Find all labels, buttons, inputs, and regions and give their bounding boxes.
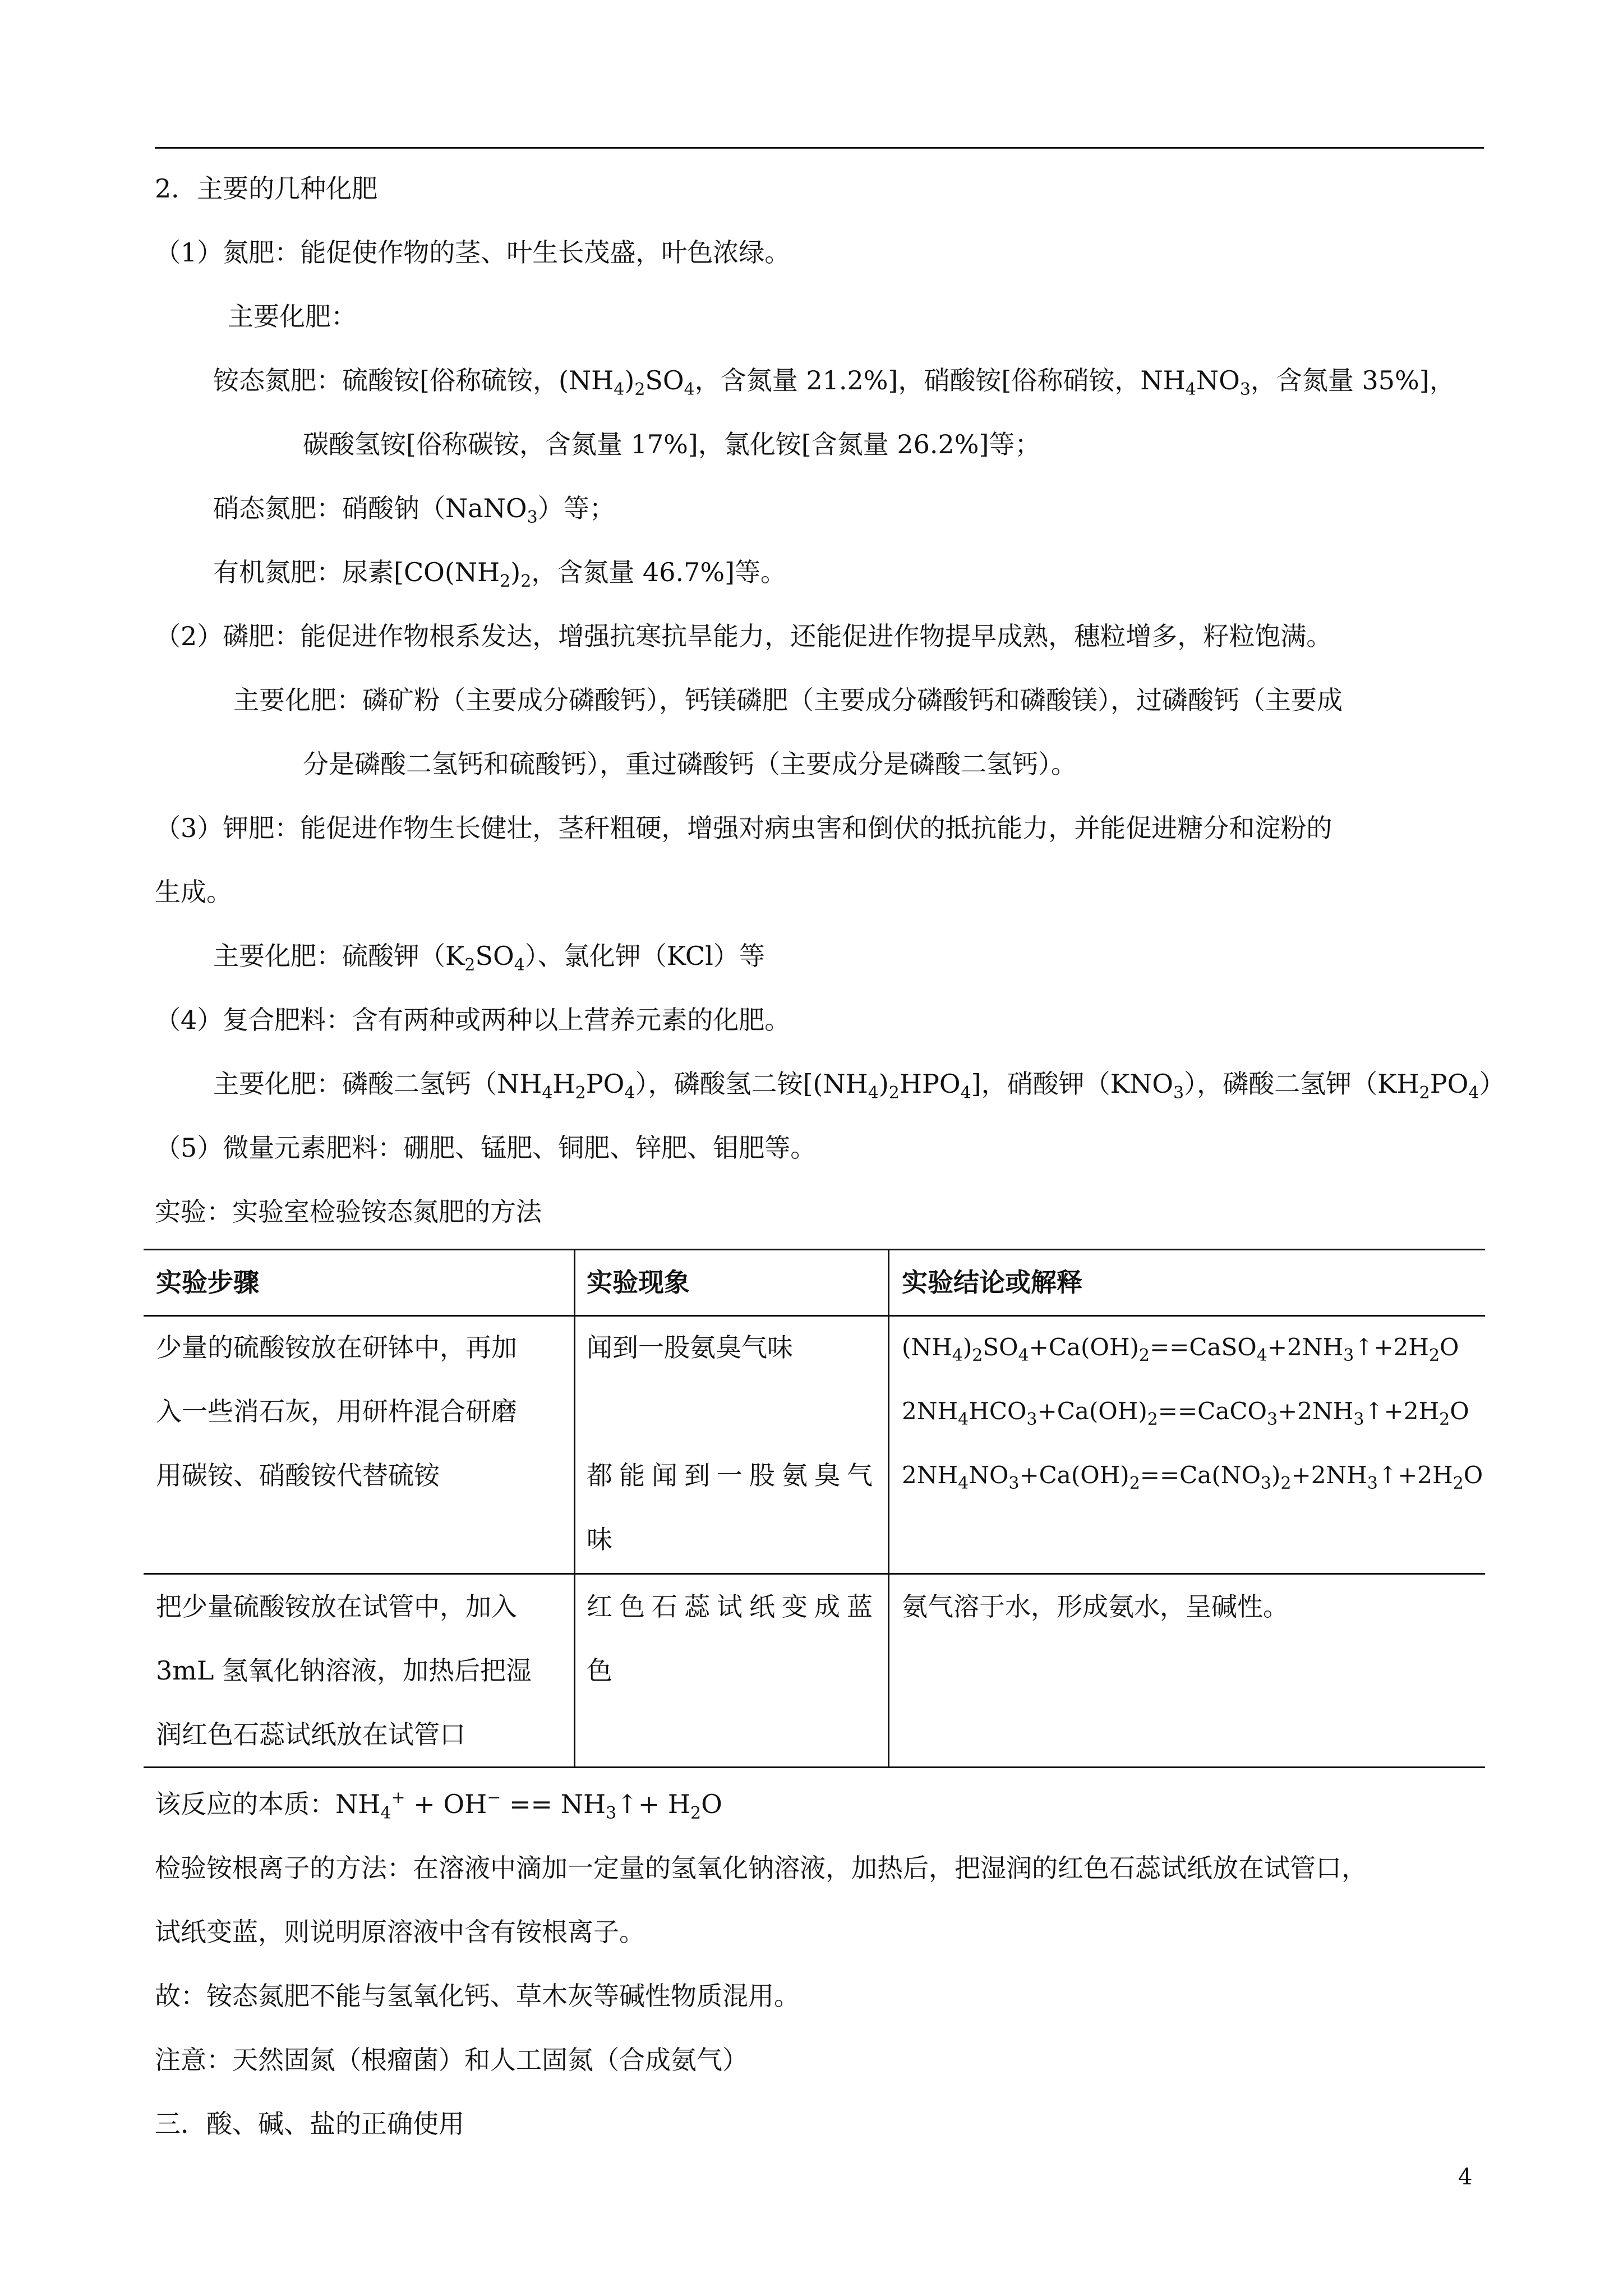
test-method-line-2: 试纸变蓝，则说明原溶液中含有铵根离子。 [155, 1917, 645, 1947]
potassium-heading-line-2: 生成。 [155, 877, 232, 907]
trace-elements-line: （5）微量元素肥料：硼肥、锰肥、铜肥、锌肥、钼肥等。 [155, 1133, 817, 1163]
potassium-heading-line-1: （3）钾肥：能促进作物生长健壮，茎秆粗硬，增强对病虫害和倒伏的抵抗能力，并能促进糖分和淀粉的 [155, 813, 1332, 843]
reaction-essence: 该反应的本质：$NH_4^+ + OH^-$ == $NH_3↑+ H_2O$ [155, 1788, 722, 1823]
table-header-conclusion: 实验结论或解释 [902, 1267, 1082, 1297]
row2-conclusion: 氨气溶于水，形成氨水，呈碱性。 [902, 1591, 1289, 1622]
row1-phenomenon-1: 闻到一股氨臭气味 [587, 1332, 793, 1363]
test-method-line-1: 检验铵根离子的方法：在溶液中滴加一定量的氢氧化钠溶液，加热后，把湿润的红色石蕊试纸放在试管口， [155, 1853, 1367, 1883]
phosphorus-main-line-1: 主要化肥：磷矿粉（主要成分磷酸钙），钙镁磷肥（主要成分磷酸钙和磷酸镁），过磷酸钙（主要成 [233, 685, 1343, 715]
table-header-phenomenon: 实验现象 [587, 1267, 690, 1297]
row1-step-line: 用碳铵、硝酸铵代替硫铵 [156, 1460, 440, 1490]
potassium-main-line: 主要化肥：硫酸钾$(K_2SO_4)$、氯化钾（KCl）等 [213, 941, 765, 975]
row2-step-line: 把少量硫酸铵放在试管中，加入 [156, 1591, 517, 1622]
row2-step-line: 润红色石蕊试纸放在试管口 [156, 1719, 465, 1750]
nitrogen-ammonium-line-1: 铵态氮肥：硫酸铵[俗称硫铵，$(NH_4)_2SO_4$，含氮量 21.2%]，硝酸铵[俗称硝铵，$NH_4NO_3$，含氮量 35%]， [213, 365, 1455, 399]
table-header-rule [144, 1315, 1485, 1317]
row2-phenomenon-line: 色 [587, 1655, 612, 1686]
section-title: 2．主要的几种化肥 [155, 173, 378, 204]
table-row-rule [144, 1573, 1485, 1575]
table-top-rule [144, 1249, 1485, 1250]
compound-heading: （4）复合肥料：含有两种或两种以上营养元素的化肥。 [155, 1005, 791, 1035]
table-column-divider-2 [888, 1249, 889, 1768]
therefore-line: 故：铵态氮肥不能与氢氧化钙、草木灰等碱性物质混用。 [155, 1981, 800, 2011]
table-bottom-rule [144, 1766, 1485, 1768]
nitrogen-heading: （1）氮肥：能促使作物的茎、叶生长茂盛，叶色浓绿。 [155, 237, 791, 268]
table-header-steps: 实验步骤 [156, 1267, 259, 1297]
section-three-title: 三．酸、碱、盐的正确使用 [155, 2109, 464, 2139]
row1-equation-2: $2NH_4HCO_3+Ca(OH)_2==CaCO_3+2NH_3↑+2H_2O$ [902, 1397, 1469, 1429]
header-rule [155, 147, 1484, 149]
compound-main-line: 主要化肥：磷酸二氢钙$(NH_4H_2PO_4)$，磷酸氢二铵$[(NH_4)_2HPO_4]$，硝酸钾$(KNO_3)$，磷酸二氢钾$(KH_2PO_4)$ [213, 1069, 1505, 1103]
nitrogen-ammonium-line-2: 碳酸氢铵[俗称碳铵，含氮量 17%]，氯化铵[含氮量 26.2%]等； [303, 429, 1041, 459]
row1-phenomenon-2: 都能闻到一股氨臭气 [587, 1460, 873, 1490]
row1-phenomenon-2-cont: 味 [587, 1524, 612, 1554]
row1-step-line: 少量的硫酸铵放在研钵中，再加 [156, 1332, 517, 1363]
nitrogen-nitrate-line: 硝态氮肥：硝酸钠（NaNO$_3$）等； [213, 493, 615, 527]
row1-equation-3: $2NH_4NO_3+Ca(OH)_2==Ca(NO_3)_2+2NH_3↑+2H_2O$ [902, 1461, 1483, 1493]
page-number: 4 [1458, 2164, 1473, 2190]
row1-step-line: 入一些消石灰，用研杵混合研磨 [156, 1396, 517, 1427]
phosphorus-main-line-2: 分是磷酸二氢钙和硫酸钙），重过磷酸钙（主要成分是磷酸二氢钙）。 [303, 749, 1077, 779]
row2-step-line: 3mL 氢氧化钠溶液，加热后把湿 [156, 1655, 532, 1686]
phosphorus-heading: （2）磷肥：能促进作物根系发达，增强抗寒抗旱能力，还能促进作物提早成熟，穗粒增多，籽粒饱满。 [155, 621, 1332, 651]
row2-phenomenon-line: 红色石蕊试纸变成蓝 [587, 1591, 873, 1622]
note-line: 注意：天然固氮（根瘤菌）和人工固氮（合成氨气） [155, 2045, 748, 2075]
experiment-title: 实验：实验室检验铵态氮肥的方法 [155, 1197, 542, 1227]
table-column-divider-1 [574, 1249, 575, 1768]
nitrogen-main-label: 主要化肥： [228, 301, 357, 332]
nitrogen-organic-line: 有机氮肥：尿素[$CO(NH_2)_2$，含氮量 46.7%]等。 [213, 557, 787, 591]
row1-equation-1: $(NH_4)_2SO_4+Ca(OH)_2==CaSO_4+2NH_3↑+2H_2O$ [902, 1333, 1459, 1365]
